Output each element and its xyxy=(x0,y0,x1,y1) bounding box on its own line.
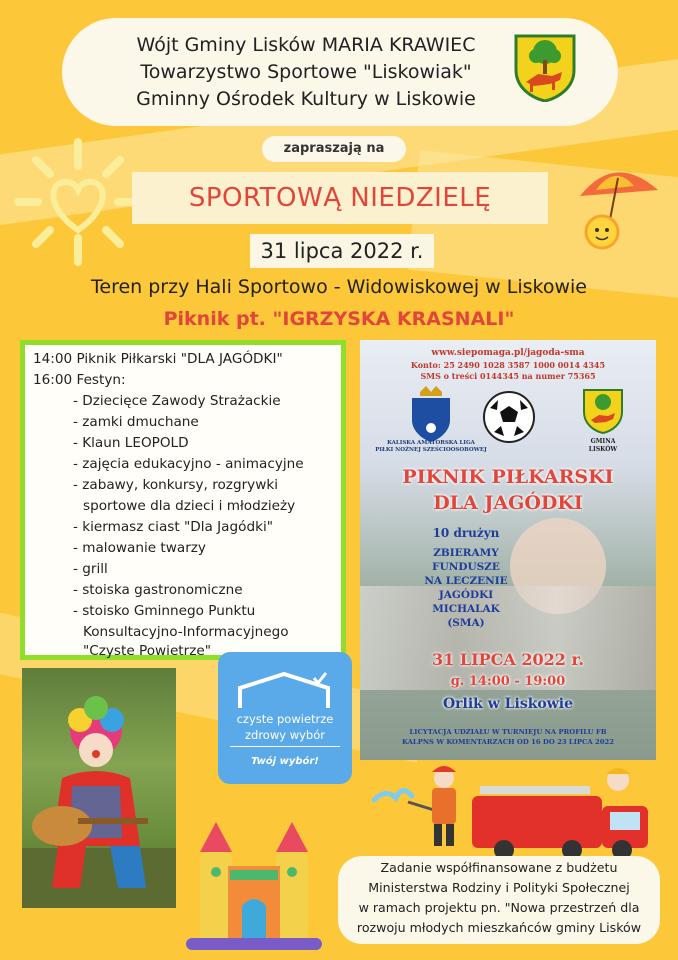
heart-sun-icon xyxy=(8,132,148,272)
clean-air-line2: zdrowy wybór xyxy=(245,728,325,742)
fire-truck-illustration xyxy=(372,760,656,860)
funding-note xyxy=(338,858,660,938)
event-title: SPORTOWĄ NIEDZIELĘ xyxy=(188,183,492,213)
football-icon xyxy=(482,390,536,444)
organizer-line: Wójt Gminy Lisków MARIA KRAWIEC xyxy=(136,34,476,56)
fund-line: (SMA) xyxy=(447,617,485,629)
fund-line: MICHALAK xyxy=(432,603,500,615)
program-box xyxy=(20,340,346,660)
poster-sms: SMS o treści 0144345 na numer 75365 xyxy=(420,371,596,381)
program-line: Konsultacyjno-Informacyjnego xyxy=(83,624,289,640)
program-line: - Dziecięce Zawody Strażackie xyxy=(73,393,281,409)
program-line: - zajęcia edukacyjno - animacyjne xyxy=(73,456,304,472)
league-name: KALISKA AMATORSKA LIGA PIŁKI NOŻNEJ SZEŚCIOOSOBOWEJ xyxy=(375,440,487,453)
clown-photo xyxy=(22,668,176,908)
program-line: - Klaun LEOPOLD xyxy=(73,435,189,451)
program-line: "Czyste Powietrze" xyxy=(83,643,211,659)
organizers xyxy=(96,32,516,113)
poster-auction-line2: KALPNS W KOMENTARZACH OD 16 DO 23 LIPCA 2022 xyxy=(402,738,614,746)
funding-line: w ramach projektu pn. "Nowa przestrzeń dla xyxy=(358,900,640,915)
clean-air-line1: czyste powietrze xyxy=(236,712,334,726)
poster-place: Orlik w Liskowie xyxy=(442,696,574,712)
gmina-crest-small xyxy=(582,388,624,434)
program-line: - stoisko Gminnego Punktu xyxy=(73,603,256,619)
bouncy-castle-illustration xyxy=(186,802,322,952)
invite-label: zapraszają na xyxy=(262,136,406,162)
clean-air-tagline: Twój wybór! xyxy=(251,756,319,767)
program-line: - malowanie twarzy xyxy=(73,540,206,556)
poster-title-line1: PIKNIK PIŁKARSKI xyxy=(402,466,614,488)
football-poster xyxy=(360,340,656,760)
event-venue: Teren przy Hali Sportowo - Widowiskowej w Liskowie xyxy=(91,276,587,298)
program-line: - grill xyxy=(73,561,108,577)
fund-line: ZBIERAMY xyxy=(433,547,499,559)
divider xyxy=(230,746,340,747)
program-line: - zabawy, konkursy, rozgrywki xyxy=(73,477,278,493)
program-line: - stoiska gastronomiczne xyxy=(73,582,243,598)
poster-auction-line1: LICYTACJA UDZIAŁU W TURNIEJU NA PROFILU FB xyxy=(409,728,607,736)
poster-url: www.siepomaga.pl/jagoda-sma xyxy=(431,348,585,358)
program-line: sportowe dla dzieci i młodzieży xyxy=(83,498,296,514)
clean-air-logo xyxy=(218,652,352,784)
umbrella-sun-icon xyxy=(560,160,670,260)
gmina-crest xyxy=(512,32,578,102)
program-line: 16:00 Festyn: xyxy=(33,372,126,388)
poster-teams: 10 drużyn xyxy=(432,526,500,540)
house-icon xyxy=(234,670,334,710)
poster-account: Konto: 25 2490 1028 3587 1000 0014 4345 xyxy=(410,360,606,370)
poster-fund xyxy=(406,546,526,630)
fund-line: NA LECZENIE xyxy=(424,575,508,587)
funding-line: Ministerstwa Rodziny i Polityki Społecznej xyxy=(368,880,630,895)
league-logo xyxy=(398,384,464,442)
poster-time: g. 14:00 - 19:00 xyxy=(450,674,566,689)
poster-date: 31 LIPCA 2022 r. xyxy=(432,650,584,669)
funding-line: rozwoju młodych mieszkańców gminy Lisków xyxy=(356,920,642,935)
funding-line: Zadanie współfinansowane z budżetu xyxy=(380,860,618,875)
gmina-label: GMINA LISKÓW xyxy=(588,438,618,453)
picnic-title: Piknik pt. "IGRZYSKA KRASNALI" xyxy=(163,308,515,330)
poster-title-line2: DLA JAGÓDKI xyxy=(433,492,583,514)
program-line: - zamki dmuchane xyxy=(73,414,199,430)
organizer-line: Gminny Ośrodek Kultury w Liskowie xyxy=(136,88,476,110)
program-line: 14:00 Piknik Piłkarski "DLA JAGÓDKI" xyxy=(33,351,283,367)
program-line: - kiermasz ciast "Dla Jagódki" xyxy=(73,519,273,535)
organizer-line: Towarzystwo Sportowe "Liskowiak" xyxy=(140,61,472,83)
fund-line: JAGÓDKI xyxy=(438,589,494,601)
event-date: 31 lipca 2022 r. xyxy=(260,239,424,263)
fund-line: FUNDUSZE xyxy=(432,561,500,573)
